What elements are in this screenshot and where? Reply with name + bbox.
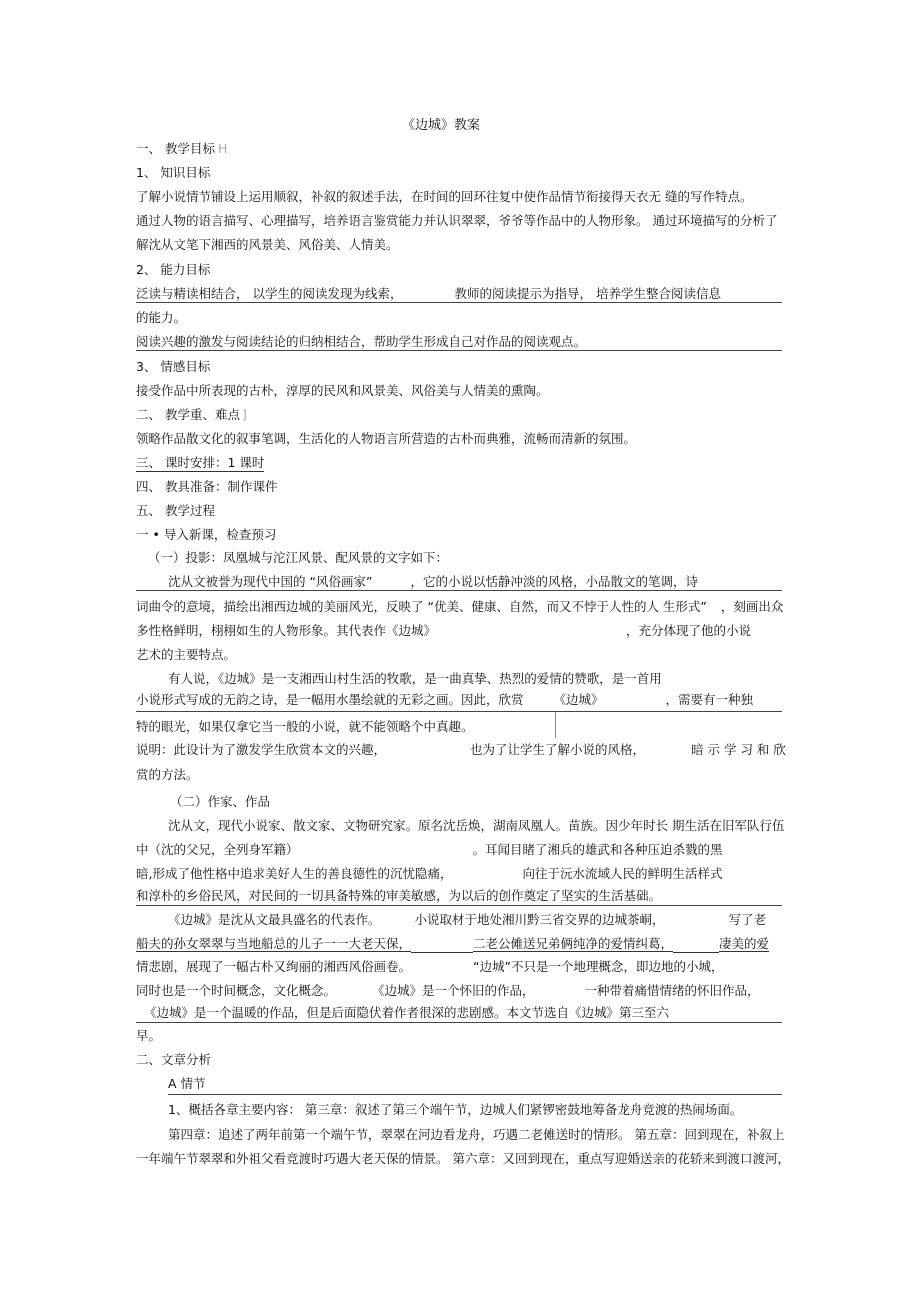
paragraph-line: 阅读兴趣的激发与阅读结论的归纳相结合，帮助学生形成自己对作品的阅读观点。: [136, 334, 587, 349]
vertical-rule: [555, 712, 556, 738]
underline-rule: [136, 711, 782, 712]
paragraph-line: 第四章：追述了两年前第一个端午节，翠翠在河边看龙舟，巧遇二老傩送时的情形。 第五章：回到现在，补叙上: [168, 1127, 785, 1142]
paragraph-line: 接受作品中所表现的古朴，淳厚的民风和风景美、风俗美与人情美的熏陶。: [136, 383, 549, 398]
underline-rule: [136, 302, 782, 303]
paragraph-line: 领略作品散文化的叙事笔调，生活化的人物语言所营造的古朴而典雅，流畅而清新的氛围。: [136, 431, 637, 446]
paragraph-line: 船夫的孙女翠翠与当地船总的儿子一一大老天保， 二老公傩送兄弟俩纯净的爱情纠葛， 凄美的爱: [136, 936, 770, 951]
subheading-plot: A 情节: [168, 1076, 206, 1091]
paragraph-line: 《边城》是沈从文最具盛名的代表作。 小说取材于地处湘川黔三省交界的边城茶峒， 写了老: [168, 912, 767, 927]
underline-rule: [136, 1022, 782, 1023]
paragraph-line: 艺术的主要特点。: [136, 647, 237, 662]
paragraph-line: 沈从文被誉为现代中国的 “风俗画家” ，它的小说以恬静冲淡的风格，小品散文的笔调，诗: [168, 574, 698, 589]
subheading-ability: 2、 能力目标: [136, 262, 211, 277]
paragraph-line: 了解小说情节铺设上运用顺叙，补叙的叙述手法，在时间的回环往复中使作品情节衔接得天衣无 缝的写作特点。: [136, 189, 753, 204]
subheading-knowledge: 1、 知识目标: [136, 165, 211, 180]
paragraph-line: 《边城》是一个温暖的作品，但是后面隐伏着作者很深的悲剧感。本文节选自《边城》第三至六: [144, 1005, 670, 1020]
document-title: 《边城》教案: [402, 118, 481, 133]
paragraph-line: 解沈从文笔下湘西的风景美、风俗美、人情美。: [136, 237, 399, 252]
paragraph-line: 通过人物的语言描写、心理描写，培养语言鉴赏能力并认识翠翠，爷爷等作品中的人物形象。 通过环境描写的分析了: [136, 213, 778, 228]
section-heading-schedule: 三、 课时安排：1 课时: [136, 455, 265, 470]
step-subheading: （一）投影：凤凰城与沱江风景、配风景的文字如下：: [148, 550, 449, 565]
section-heading-keypoints: 二、 教学重、难点 ]: [136, 407, 247, 422]
section-heading-materials: 四、 教具准备：制作课件: [136, 479, 278, 494]
step-heading: 一 • 导入新课，检查预习: [136, 527, 277, 542]
stray-mark: ]: [241, 407, 247, 422]
paragraph-line: 暗,形成了他性格中追求美好人生的善良德性的沉忧隐痛， 向往于沅水流域人民的鲜明生活样式: [136, 866, 723, 881]
section-heading-objectives: [136, 141, 227, 157]
paragraph-line: 有人说，《边城》是一支湘西山村生活的牧歌，是一曲真挚、热烈的爱情的赞歌，是一首用: [168, 671, 662, 686]
paragraph-line: 情悲剧，展现了一幅古朴又绚丽的湘西风俗画卷。 “边城”不只是一个地理概念，即边地的小城，: [136, 959, 724, 974]
stray-mark: H: [217, 141, 228, 156]
paragraph-line: 词曲令的意境，描绘出湘西边城的美丽风光，反映了 “优美、健康、自然，而又不悖于人性的人 生形式” ，刻画出众: [136, 599, 784, 614]
step-subheading-author: （二）作家、作品: [170, 794, 271, 809]
paragraph-line: 一年端午节翠翠和外祖父看竞渡时巧遇大老天保的情景。 第六章：又回到现在，重点写迎婚送亲的花轿来到渡口渡河，: [136, 1151, 790, 1166]
paragraph-line: 多性格鲜明，栩栩如生的人物形象。其代表作《边城》 ，充分体现了他的小说: [136, 623, 752, 638]
section-heading-process: 五、 教学过程: [136, 503, 215, 518]
underline-rule: [136, 590, 782, 591]
paragraph-line: 特的眼光，如果仅拿它当一般的小说，就不能领略个中真趣。: [136, 719, 474, 734]
paragraph-line: 的能力。: [136, 310, 187, 325]
paragraph-line: 小说形式写成的无韵之诗，是一幅用水墨绘就的无彩之画。因此，欣赏 《边城》 ，需要有一种独: [136, 692, 754, 707]
underline-rule: [136, 905, 782, 906]
paragraph-line: 沈从文，现代小说家、散文家、文物研究家。原名沈岳焕，湖南凤凰人。苗族。因少年时长 期生活在旧军队行伍: [168, 818, 785, 833]
underline-rule: [136, 350, 782, 351]
section-heading-analysis: 二、文章分析: [136, 1052, 212, 1067]
paragraph-line: 泛读与精读相结合， 以学生的阅读发现为线索， 教师的阅读提示为指导， 培养学生整合阅读信息: [136, 286, 721, 301]
note-line: 赏的方法。: [136, 767, 199, 782]
note-line: 说明：此设计为了激发学生欣赏本文的兴趣， 也为了让学生了解小说的风格， 暗 示 学 习 和 欣: [136, 742, 786, 757]
paragraph-line: 同时也是一个时间概念，文化概念。 《边城》是一个怀旧的作品， 一种带着痛惜情绪的怀旧作品，: [136, 983, 760, 998]
paragraph-line: 和淳朴的乡俗民风，对民间的一切具备特殊的审美敏感，为以后的创作奠定了坚实的生活基础。: [136, 888, 662, 903]
paragraph-line: 早。: [136, 1028, 162, 1043]
paragraph-line: 中（沈的父兄，全列身军籍） 。耳闻目睹了湘兵的雄武和各种压迫杀戮的黑: [136, 842, 723, 857]
paragraph-line: 1、概括各章主要内容： 第三章：叙述了第三个端午节，边城人们紧锣密鼓地筹备龙舟竞渡的热闹场面。: [168, 1102, 743, 1117]
section-heading-text: 一、 教学目标: [136, 141, 215, 156]
subheading-emotion: 3、 情感目标: [136, 359, 211, 374]
underline-rule: [168, 1094, 782, 1095]
